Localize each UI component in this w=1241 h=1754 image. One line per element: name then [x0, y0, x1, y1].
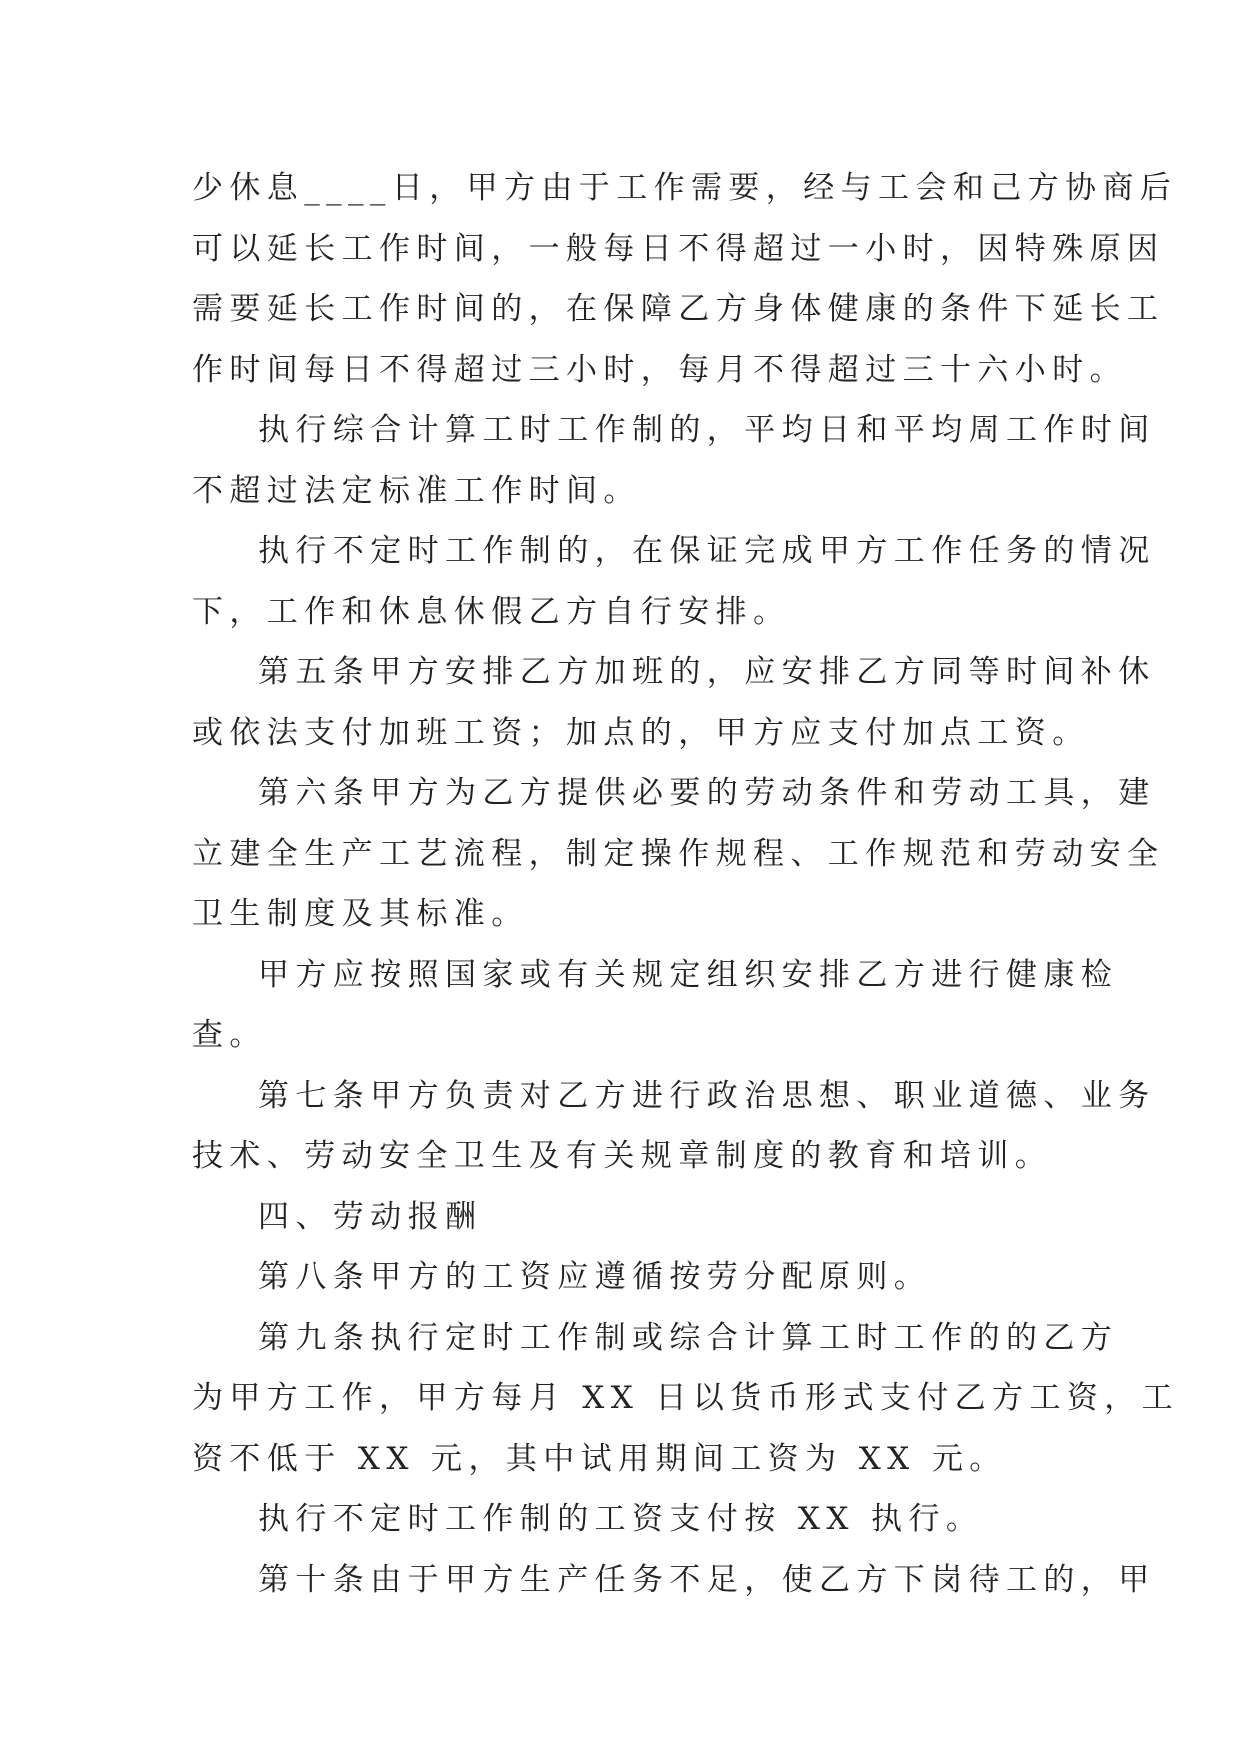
text-line: 卫生制度及其标准。: [192, 896, 529, 932]
paragraph-start: 执行综合计算工时工作制的，平均日和平均周工作时间: [258, 412, 1156, 448]
text-line: 可以延长工作时间，一般每日不得超过一小时，因特殊原因: [192, 230, 1165, 267]
text-line: 资不低于 XX 元，其中试用期间工资为 XX 元。: [192, 1440, 1007, 1477]
text-line: 少休息____日，甲方由于工作需要，经与工会和己方协商后: [192, 170, 1178, 206]
paragraph-start: 甲方应按照国家或有关规定组织安排乙方进行健康检: [258, 956, 1119, 993]
paragraph-start: 执行不定时工作制的，在保证完成甲方工作任务的情况: [258, 533, 1156, 569]
article-6: 第六条甲方为乙方提供必要的劳动条件和劳动工具，建: [258, 775, 1156, 811]
contract-text: [192, 158, 1180, 1610]
text-line: 或依法支付加班工资；加点的，甲方应支付加点工资。: [192, 714, 1090, 751]
text-line: 立建全生产工艺流程，制定操作规程、工作规范和劳动安全: [192, 835, 1165, 872]
text-line: 不超过法定标准工作时间。: [192, 472, 641, 509]
article-9: 第九条执行定时工作制或综合计算工时工作的的乙方: [258, 1319, 1119, 1356]
article-10: 第十条由于甲方生产任务不足，使乙方下岗待工的，甲: [258, 1561, 1156, 1598]
section-heading: 四、劳动报酬: [258, 1198, 483, 1235]
text-line: 查。: [192, 1017, 267, 1053]
paragraph-start: 执行不定时工作制的工资支付按 XX 执行。: [258, 1501, 984, 1537]
article-5: 第五条甲方安排乙方加班的，应安排乙方同等时间补休: [258, 654, 1156, 690]
text-line: 作时间每日不得超过三小时，每月不得超过三十六小时。: [192, 351, 1127, 388]
text-line: 技术、劳动安全卫生及有关规章制度的教育和培训。: [192, 1138, 1053, 1174]
text-line: 为甲方工作，甲方每月 XX 日以货币形式支付乙方工资，工: [192, 1380, 1180, 1416]
article-7: 第七条甲方负责对乙方进行政治思想、职业道德、业务: [258, 1077, 1156, 1114]
article-8: 第八条甲方的工资应遵循按劳分配原则。: [258, 1259, 932, 1295]
text-line: 下，工作和休息休假乙方自行安排。: [192, 593, 791, 630]
text-line: 需要延长工作时间的，在保障乙方身体健康的条件下延长工: [192, 291, 1165, 327]
